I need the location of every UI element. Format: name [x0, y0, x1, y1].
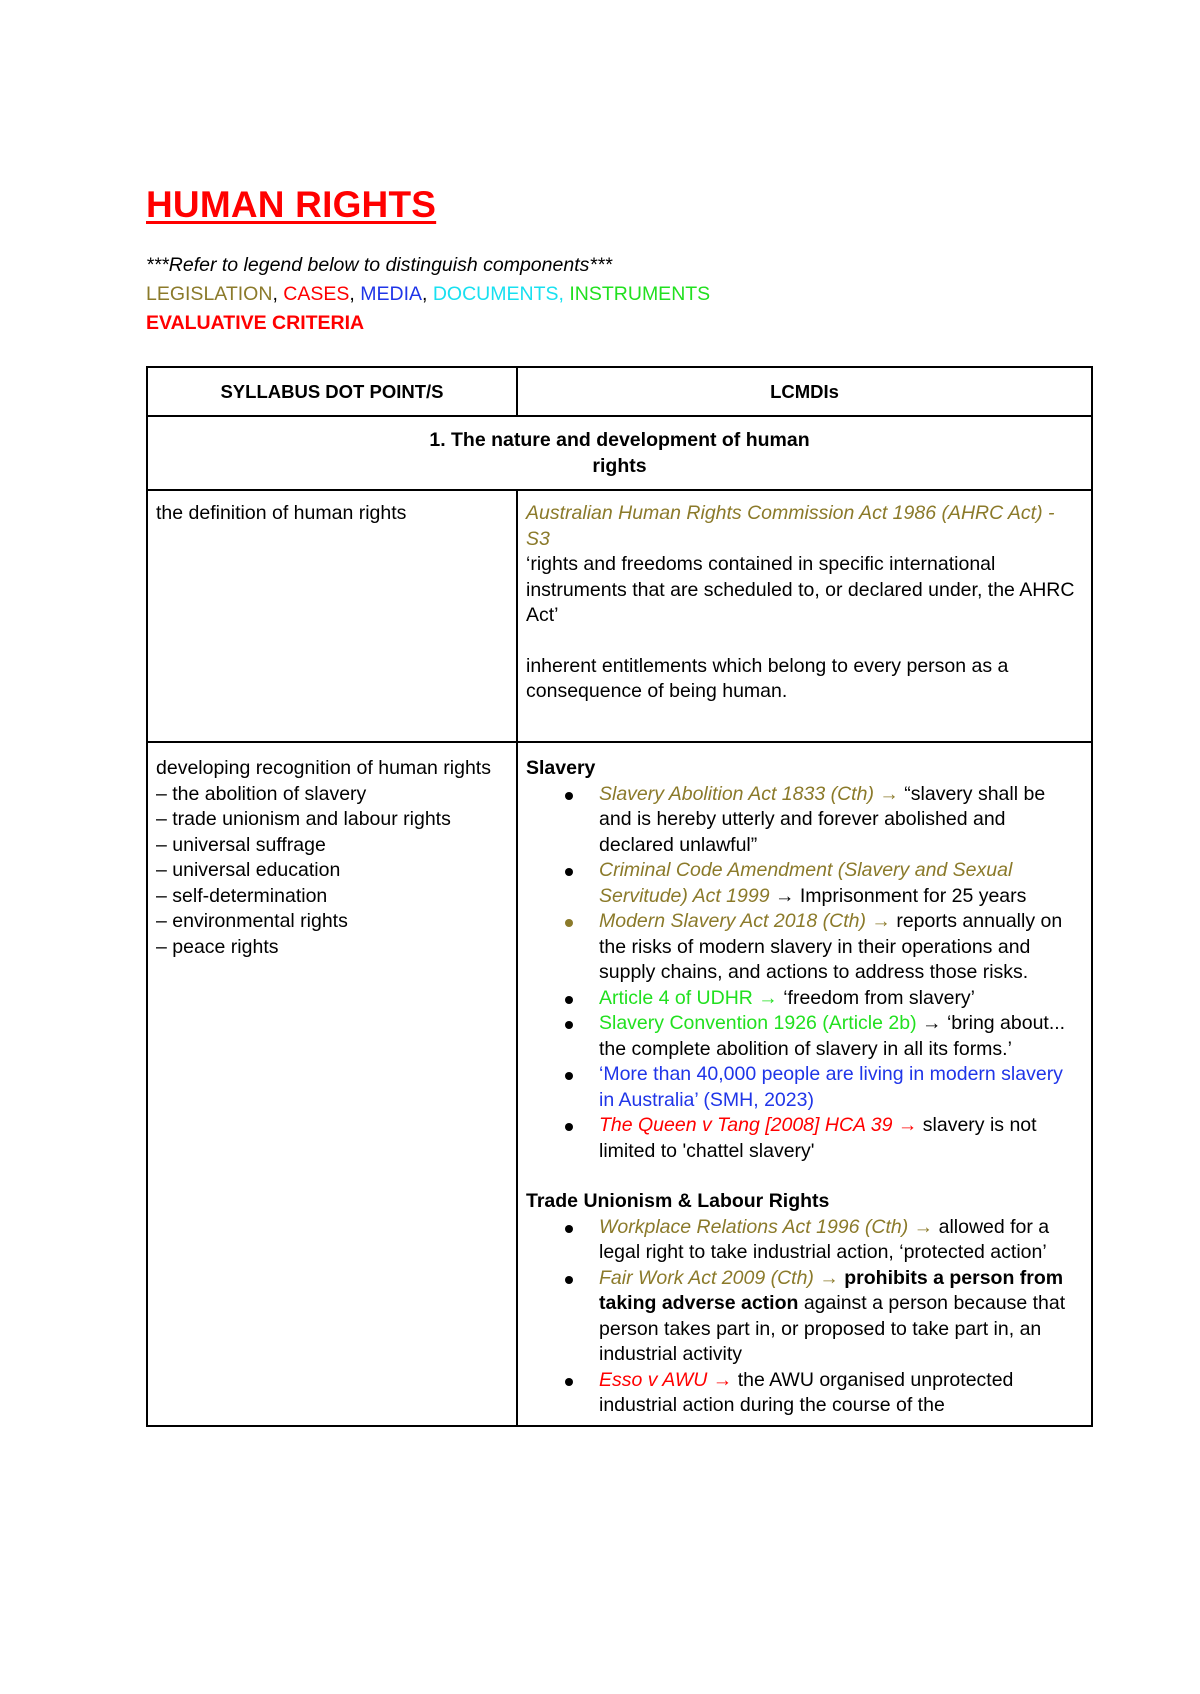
list-item: – the abolition of slavery	[156, 782, 367, 805]
labour-list	[526, 1215, 1083, 1419]
item-bold-text: prohibits a person from taking adverse action	[599, 1266, 1064, 1314]
arrow: →	[752, 986, 784, 1009]
list-item	[599, 1062, 1083, 1113]
list-item: – self-determination	[156, 884, 328, 907]
item-text: the AWU organised unprotected industrial action during the course of the	[599, 1368, 1014, 1416]
syllabus-text: the definition of human rights	[156, 502, 407, 524]
arrow: →	[916, 1012, 947, 1034]
section-row	[147, 416, 1092, 490]
legend-note: ***Refer to legend below to distinguish components***	[146, 254, 613, 276]
arrow: →	[873, 782, 905, 805]
arrow: →	[865, 910, 897, 932]
legislation-reference: Slavery Abolition Act 1833 (Cth)	[599, 782, 874, 805]
list-item: – universal suffrage	[156, 833, 326, 856]
list-item	[599, 1368, 1083, 1419]
list-item	[599, 858, 1083, 909]
list-item	[599, 909, 1083, 986]
syllabus-list	[156, 782, 508, 961]
section-title-line: 1. The nature and development of human	[429, 429, 810, 451]
table-header-row	[147, 367, 1092, 416]
item-text: slavery is not limited to 'chattel slavery'	[599, 1114, 1037, 1162]
legislation-reference: Australian Human Rights Commission Act 1986 (AHRC Act) - S3	[526, 502, 1055, 550]
column-header-syllabus: SYLLABUS DOT POINT/S	[147, 367, 517, 416]
syllabus-cell	[147, 742, 517, 1426]
list-item	[599, 1011, 1083, 1062]
legend-documents: DOCUMENTS,	[432, 283, 564, 305]
legislation-reference: Workplace Relations Act 1996 (Cth)	[599, 1215, 909, 1238]
list-item	[599, 1266, 1083, 1368]
section-title	[147, 416, 1092, 490]
legend-categories	[146, 280, 710, 309]
syllabus-table	[146, 366, 1093, 1427]
arrow: →	[908, 1215, 939, 1238]
list-item: – trade unionism and labour rights	[156, 808, 451, 830]
syllabus-cell	[147, 490, 517, 742]
section-title-line: rights	[592, 455, 647, 477]
legend	[146, 251, 710, 338]
list-item: – universal education	[156, 859, 341, 881]
item-text: against a person because that person takes part in, or proposed to take part in, an industrial activity	[599, 1292, 1066, 1365]
legend-legislation: LEGISLATION	[146, 283, 273, 305]
arrow: →	[707, 1368, 738, 1391]
arrow: →	[769, 884, 800, 907]
legislation-reference: Fair Work Act 2009 (Cth)	[599, 1266, 814, 1289]
column-header-lcmdis: LCMDIs	[517, 367, 1092, 416]
item-text: ‘freedom from slavery’	[783, 986, 976, 1009]
list-item	[599, 1113, 1083, 1164]
arrow: →	[892, 1114, 923, 1136]
item-text: “slavery shall be and is hereby utterly and forever abolished and declared unlawful”	[599, 782, 1046, 856]
slavery-heading: Slavery	[526, 757, 596, 779]
list-item	[599, 782, 1083, 859]
legend-evaluative-criteria: EVALUATIVE CRITERIA	[146, 312, 365, 334]
case-reference: The Queen v Tang [2008] HCA 39	[599, 1114, 893, 1136]
page-title: HUMAN RIGHTS	[146, 184, 437, 225]
legend-separator: ,	[422, 283, 433, 305]
list-item: – peace rights	[156, 935, 279, 958]
list-item: – environmental rights	[156, 910, 348, 932]
list-item	[599, 1215, 1083, 1266]
quote-text: ‘rights and freedoms contained in specific international instruments that are scheduled to, or declared under, the AHRC Act’	[526, 553, 1075, 626]
legend-instruments: INSTRUMENTS	[563, 283, 711, 305]
syllabus-intro: developing recognition of human rights	[156, 757, 491, 779]
table-row	[147, 490, 1092, 742]
legend-separator: ,	[272, 283, 284, 305]
lcmdi-cell	[517, 742, 1092, 1426]
instrument-reference: Slavery Convention 1926 (Article 2b)	[599, 1012, 917, 1034]
lcmdi-cell	[517, 490, 1092, 742]
legend-cases: CASES	[283, 283, 350, 305]
item-text: reports annually on the risks of modern slavery in their operations and supply chains, and actions to address those risks.	[599, 910, 1063, 983]
labour-heading: Trade Unionism & Labour Rights	[526, 1190, 830, 1212]
legislation-reference: Modern Slavery Act 2018 (Cth)	[599, 910, 866, 932]
arrow: →	[813, 1266, 845, 1289]
media-reference: ‘More than 40,000 people are living in modern slavery in Australia’	[599, 1063, 1063, 1111]
legislation-reference: Criminal Code Amendment (Slavery and Sexual Servitude) Act 1999	[599, 859, 1013, 907]
list-item	[599, 986, 1083, 1012]
item-text: Imprisonment for 25 years	[799, 884, 1027, 907]
slavery-list	[526, 782, 1083, 1165]
media-source: (SMH, 2023)	[698, 1088, 814, 1111]
instrument-reference: Article 4 of UDHR	[599, 986, 753, 1009]
table-row	[147, 742, 1092, 1426]
definition-text: inherent entitlements which belong to every person as a consequence of being human.	[526, 654, 1009, 702]
legend-media: MEDIA	[360, 283, 422, 305]
item-text: ‘bring about... the complete abolition of slavery in all its forms.’	[599, 1012, 1066, 1060]
legend-separator: ,	[349, 283, 361, 305]
case-reference: Esso v AWU	[599, 1368, 708, 1391]
item-text: allowed for a legal right to take industrial action, ‘protected action’	[599, 1215, 1050, 1263]
